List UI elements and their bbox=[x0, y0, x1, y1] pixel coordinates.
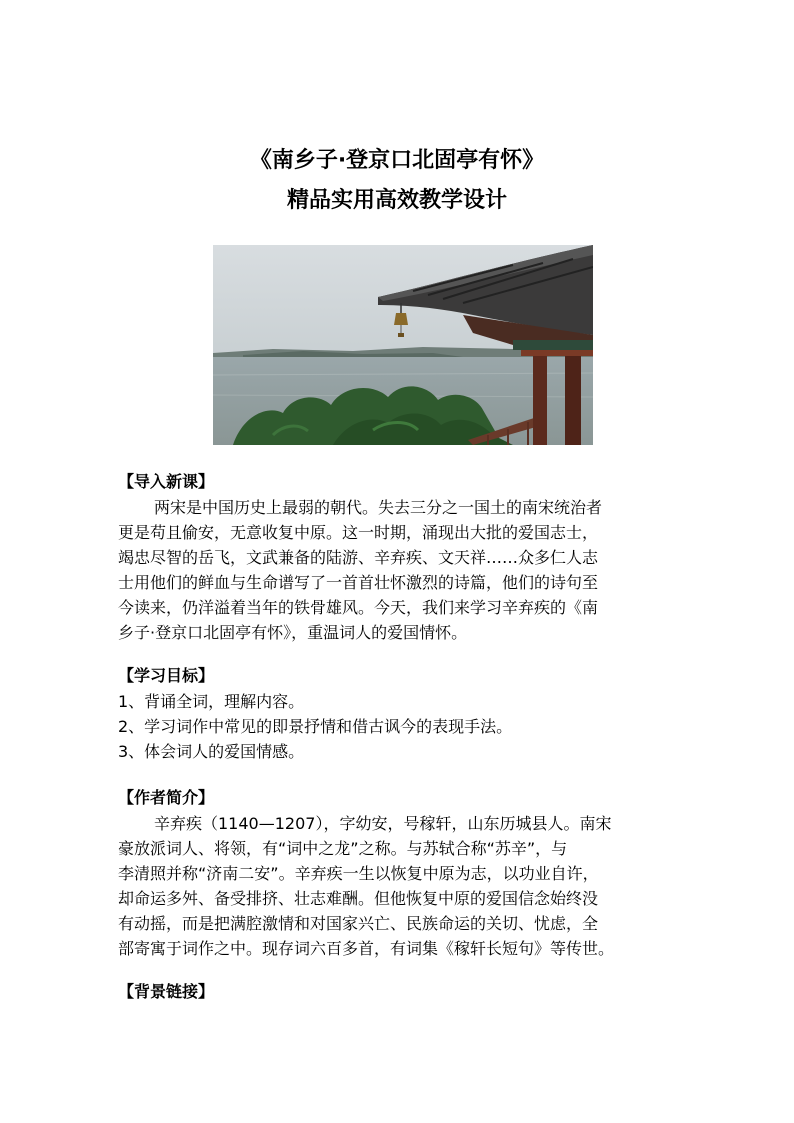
section-heading-intro: 【导入新课】 bbox=[118, 472, 215, 491]
paragraph-line: 竭忠尽智的岳飞，文武兼备的陆游、辛弃疾、文天祥……众多仁人志 bbox=[118, 548, 599, 567]
paragraph-line: 李清照并称“济南二安”。辛弃疾一生以恢复中原为志，以功业自许， bbox=[118, 864, 599, 883]
paragraph-line: 部寄寓于词作之中。现存词六百多首，有词集《稼轩长短句》等传世。 bbox=[118, 939, 615, 958]
paragraph-line: 豪放派词人、将领，有“词中之龙”之称。与苏轼合称“苏辛”，与 bbox=[118, 839, 568, 858]
paragraph-line: 有动摇，而是把满腔激情和对国家兴亡、民族命运的关切、忧虑，全 bbox=[118, 914, 599, 933]
paragraph-line: 今读来，仍洋溢着当年的铁骨雄风。今天，我们来学习辛弃疾的《南 bbox=[118, 598, 599, 617]
paragraph-line: 辛弃疾（1140—1207），字幼安，号稼轩，山东历城县人。南宋 bbox=[154, 814, 612, 833]
goals-list bbox=[118, 689, 678, 764]
document-title: 《南乡子·登京口北固亭有怀》 bbox=[249, 148, 545, 173]
section-heading-goals: 【学习目标】 bbox=[118, 666, 215, 685]
goal-item: 2、学习词作中常见的即景抒情和借古讽今的表现手法。 bbox=[118, 717, 513, 736]
document-subtitle: 精品实用高效教学设计 bbox=[286, 188, 507, 213]
paragraph-line: 更是苟且偷安，无意收复中原。这一时期，涌现出大批的爱国志士， bbox=[118, 523, 599, 542]
paragraph-line: 两宋是中国历史上最弱的朝代。失去三分之一国土的南宋统治者 bbox=[154, 498, 603, 517]
section-heading-background: 【背景链接】 bbox=[118, 982, 215, 1001]
goal-item: 1、背诵全词，理解内容。 bbox=[118, 692, 305, 711]
pavilion-river-photo bbox=[213, 245, 593, 445]
intro-paragraph bbox=[118, 495, 678, 645]
author-paragraph bbox=[118, 811, 678, 961]
goal-item: 3、体会词人的爱国情感。 bbox=[118, 742, 305, 761]
paragraph-line: 乡子·登京口北固亭有怀》，重温词人的爱国情怀。 bbox=[118, 623, 468, 642]
section-heading-author: 【作者简介】 bbox=[118, 788, 215, 807]
paragraph-line: 却命运多舛、备受排挤、壮志难酬。但他恢复中原的爱国信念始终没 bbox=[118, 889, 599, 908]
paragraph-line: 士用他们的鲜血与生命谱写了一首首壮怀激烈的诗篇，他们的诗句至 bbox=[118, 573, 599, 592]
